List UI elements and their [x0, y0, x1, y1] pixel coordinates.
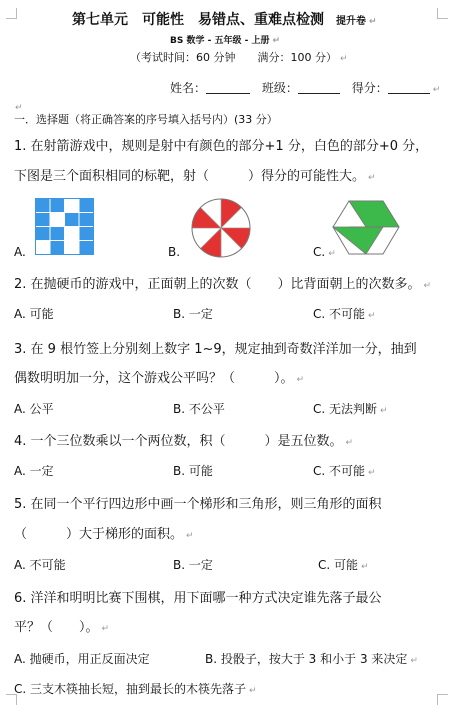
section-title: [14, 111, 278, 127]
student-info-fields: [170, 79, 440, 96]
paragraph-mark: ↵: [249, 686, 257, 696]
option-label: B. 一定: [173, 558, 213, 572]
grid-cell: [36, 227, 51, 241]
class-blank[interactable]: [298, 81, 340, 94]
grid-cell: [50, 241, 65, 255]
question-1-line-2: [14, 165, 376, 184]
option-label: B. 可能: [173, 464, 213, 478]
crop-mark-bottom-right: [437, 694, 448, 705]
grid-cell: [79, 227, 94, 241]
question-6-option-b[interactable]: [205, 650, 418, 667]
option-label: B. 投骰子，按大于 3 和小于 3 来决定: [205, 652, 408, 666]
option-label: C. 不可能: [313, 464, 366, 478]
question-5-line-1: [14, 493, 382, 512]
question-5-line-2: [14, 523, 194, 542]
question-text: 下图是三个面积相同的标靶，射（ ）得分的可能性大。: [14, 169, 366, 184]
exam-info-text: （考试时间：60 分钟 满分：100 分）: [130, 51, 337, 64]
question-3-option-a[interactable]: [14, 400, 54, 417]
paragraph-mark: ↵: [368, 173, 376, 183]
grid-cell: [65, 227, 80, 241]
paragraph-mark: ↵: [368, 468, 376, 478]
question-text: 1. 在射箭游戏中，规则是射中有颜色的部分+1 分，白色的部分+0 分，: [14, 139, 429, 154]
question-5-option-c[interactable]: [318, 556, 369, 573]
score-blank[interactable]: [388, 81, 430, 94]
grid-cell: [79, 213, 94, 227]
grid-cell: [79, 241, 94, 255]
question-text: 5. 在同一个平行四边形中画一个梯形和三角形，则三角形的面积: [14, 497, 382, 512]
difficulty-tag: 提升卷: [336, 16, 366, 27]
question-3-line-1: [14, 338, 417, 357]
question-4-option-b[interactable]: [173, 462, 213, 479]
document-subtitle: [170, 33, 280, 46]
target-a-grid-figure: [35, 198, 95, 256]
question-2-option-b[interactable]: [173, 305, 213, 322]
question-4-line-1: [14, 430, 353, 449]
question-text: 4. 一个三位数乘以一个两位数，积（ ）是五位数。: [14, 434, 343, 449]
grid-cell: [79, 199, 94, 213]
option-label: A. 可能: [14, 307, 54, 321]
paragraph-mark: ↵: [423, 281, 432, 291]
question-2-option-a[interactable]: [14, 305, 54, 322]
paragraph-mark: ↵: [368, 311, 376, 321]
paragraph-mark: ↵: [345, 438, 354, 448]
score-label: 得分：: [351, 81, 388, 95]
question-1-option-b[interactable]: [168, 245, 180, 259]
option-label: B. 一定: [173, 307, 213, 321]
paragraph-mark: ↵: [340, 54, 348, 64]
paragraph-mark: ↵: [380, 406, 388, 416]
option-label: C. 不可能: [313, 307, 366, 321]
crop-mark-top-left: [6, 8, 17, 19]
question-5-option-a[interactable]: [14, 556, 66, 573]
grid-cell: [50, 227, 65, 241]
paragraph-mark: ↵: [296, 375, 305, 385]
question-1-line-1: [14, 135, 428, 154]
option-label: C. 无法判断: [313, 402, 378, 416]
question-text: 2. 在抛硬币的游戏中，正面朝上的次数（ ）比背面朝上的次数多。: [14, 277, 421, 292]
grid-cell: [36, 241, 51, 255]
paragraph-mark: ↵: [410, 656, 418, 666]
question-2-line-1: [14, 273, 431, 292]
question-text: 6. 洋洋和明明比赛下围棋，用下面哪一种方式决定谁先落子最公: [14, 591, 382, 606]
question-1-option-a[interactable]: [14, 245, 26, 259]
exam-info: [130, 49, 348, 65]
question-4-option-a[interactable]: [14, 462, 54, 479]
paragraph-mark: ↵: [15, 103, 23, 113]
grid-cell: [50, 199, 65, 213]
option-label: B. 不公平: [173, 402, 225, 416]
question-text: 3. 在 9 根竹签上分别刻上数字 1~9，规定抽到奇数洋洋加一分，抽到: [14, 342, 417, 357]
grid-cell: [65, 213, 80, 227]
option-label: C. 三支木筷抽长短，抽到最长的木筷先落子: [14, 682, 247, 696]
paragraph-mark: ↵: [369, 17, 377, 27]
grid-cell: [36, 213, 51, 227]
grid-cell: [65, 199, 80, 213]
paragraph-mark: ↵: [186, 531, 194, 541]
paragraph-mark: ↵: [272, 36, 281, 46]
option-label: A. 不可能: [14, 558, 66, 572]
question-text: 平？（ ）。: [14, 620, 99, 635]
grid-cell: [50, 213, 65, 227]
option-label: C. 可能: [318, 558, 359, 572]
name-label: 姓名：: [170, 81, 207, 95]
question-1-option-c[interactable]: [313, 245, 336, 259]
target-c-hexagon-figure: [332, 200, 400, 256]
question-5-option-b[interactable]: [173, 556, 213, 573]
title-text: 第七单元 可能性 易错点、重难点检测: [72, 12, 324, 28]
question-3-option-c[interactable]: [313, 400, 388, 417]
option-label: A. 抛硬币，用正反面决定: [14, 652, 150, 666]
question-4-option-c[interactable]: [313, 462, 376, 479]
question-3-option-b[interactable]: [173, 400, 225, 417]
paragraph-mark: ↵: [328, 249, 336, 259]
question-6-line-1: [14, 587, 382, 606]
paragraph-mark: ↵: [432, 85, 441, 95]
question-6-line-2: [14, 616, 109, 635]
grid-cell: [65, 241, 80, 255]
question-text: （ ）大于梯形的面积。: [14, 527, 184, 542]
option-label: C.: [313, 245, 326, 259]
question-2-option-c[interactable]: [313, 305, 376, 322]
question-3-line-2: [14, 367, 304, 386]
option-label: A. 一定: [14, 464, 54, 478]
name-blank[interactable]: [206, 81, 250, 94]
option-label: B.: [168, 245, 181, 259]
option-label: A. 公平: [14, 402, 54, 416]
option-label: A.: [14, 245, 26, 259]
question-6-option-c[interactable]: [14, 680, 257, 697]
crop-mark-top-right: [437, 8, 448, 19]
question-6-option-a[interactable]: [14, 650, 150, 667]
question-text: 偶数明明加一分，这个游戏公平吗？（ ）。: [14, 371, 294, 386]
target-b-wheel-figure: [189, 196, 253, 260]
paragraph-mark: ↵: [361, 562, 369, 572]
subtitle-text: BS 数学 - 五年级 - 上册: [170, 36, 270, 46]
class-label: 班级：: [261, 81, 298, 95]
document-title: [72, 9, 377, 29]
grid-cell: [36, 199, 51, 213]
section-title-text: 一．选择题（将正确答案的序号填入括号内）(33 分）: [14, 113, 278, 126]
paragraph-mark: ↵: [101, 624, 110, 634]
